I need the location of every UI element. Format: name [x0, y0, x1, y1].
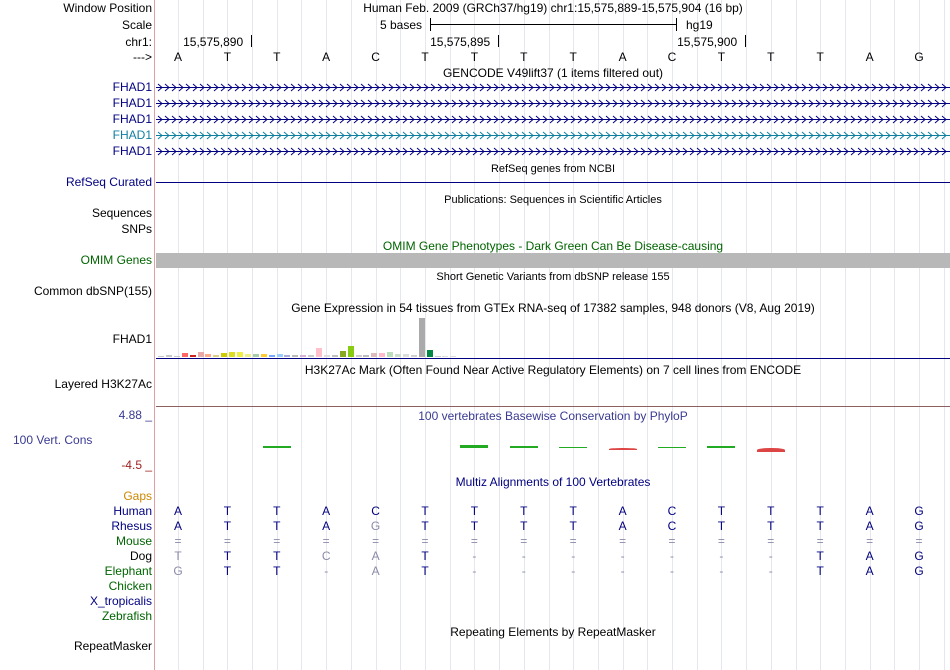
gtex-bar[interactable] — [277, 354, 283, 357]
species-label-x-tropicalis: X_tropicalis — [89, 594, 152, 608]
alignment-base: = — [569, 534, 577, 548]
alignment-base: G — [914, 519, 924, 533]
gtex-gene-label[interactable]: FHAD1 — [112, 332, 152, 346]
gtex-bar[interactable] — [166, 355, 172, 357]
gaps-label: Gaps — [123, 489, 152, 503]
conservation-mark — [559, 447, 587, 448]
gtex-bar[interactable] — [269, 355, 275, 357]
alignment-base: T — [767, 519, 775, 533]
gencode-track-title: GENCODE V49lift37 (1 items filtered out) — [442, 66, 664, 80]
omim-gene-bar[interactable] — [156, 253, 950, 268]
gtex-bar[interactable] — [158, 356, 164, 357]
refseq-gene-line[interactable] — [156, 182, 950, 183]
gtex-track-title: Gene Expression in 54 tissues from GTEx RNA-seq of 17382 samples, 948 donors (V8, Aug 2019) — [291, 301, 815, 315]
sequence-base: G — [914, 50, 924, 64]
sequence-base: A — [322, 50, 331, 64]
alignment-base: T — [569, 519, 577, 533]
sequence-base: T — [223, 50, 232, 64]
alignment-base: - — [571, 564, 576, 578]
gtex-bar[interactable] — [411, 355, 417, 357]
gtex-bar[interactable] — [403, 354, 409, 357]
ruler-tick-label: 15,575,890 — [183, 35, 244, 49]
scale-label: Scale — [121, 18, 152, 32]
alignment-base: T — [470, 519, 479, 533]
gtex-bar[interactable] — [316, 348, 322, 357]
conservation-mark — [757, 448, 785, 452]
alignment-base: - — [620, 549, 625, 563]
gtex-bar[interactable] — [198, 352, 204, 357]
alignment-base: T — [421, 504, 429, 518]
alignment-base: = — [322, 534, 330, 548]
alignment-base: T — [421, 519, 429, 533]
alignment-base: = — [816, 534, 824, 548]
conservation-track-label[interactable]: 100 Vert. Cons — [13, 433, 93, 447]
alignment-base: A — [173, 519, 182, 533]
alignment-base: = — [223, 534, 231, 548]
omim-track-title: OMIM Gene Phenotypes - Dark Green Can Be Disease-causing — [382, 239, 724, 253]
track-data-area[interactable] — [156, 0, 950, 670]
gtex-bar[interactable] — [363, 355, 369, 357]
strand-arrow-label: ---> — [133, 50, 152, 64]
alignment-base: T — [273, 504, 281, 518]
sequence-base: T — [717, 50, 726, 64]
gtex-bar[interactable] — [356, 355, 362, 357]
gtex-bar[interactable] — [427, 350, 433, 357]
gencode-gene-line[interactable] — [156, 99, 950, 108]
gtex-bar[interactable] — [182, 353, 188, 357]
alignment-base: T — [223, 519, 232, 533]
species-label-rhesus: Rhesus — [111, 519, 152, 533]
alignment-base: A — [322, 519, 331, 533]
species-label-dog: Dog — [129, 549, 152, 563]
common-dbsnp-label[interactable]: Common dbSNP(155) — [33, 284, 152, 298]
alignment-base: T — [223, 549, 232, 563]
alignment-base: T — [816, 504, 824, 518]
alignment-base: T — [273, 564, 281, 578]
conservation-track-title: 100 vertebrates Basewise Conservation by PhyloP — [418, 409, 688, 423]
gtex-bar[interactable] — [442, 356, 448, 357]
alignment-base: T — [520, 519, 528, 533]
gtex-baseline — [156, 358, 950, 359]
gtex-bar[interactable] — [284, 355, 290, 357]
gtex-bar[interactable] — [324, 355, 330, 357]
sequence-base: C — [667, 50, 677, 64]
h3k27ac-track-title: H3K27Ac Mark (Often Found Near Active Regulatory Elements) on 7 cell lines from ENCODE — [304, 363, 802, 377]
alignment-base: A — [322, 504, 331, 518]
gencode-gene-line[interactable] — [156, 147, 950, 156]
alignment-base: - — [620, 564, 625, 578]
gtex-bar[interactable] — [308, 355, 314, 357]
gtex-bar[interactable] — [348, 346, 354, 357]
conservation-mark — [658, 447, 686, 448]
alignment-base: A — [865, 504, 874, 518]
alignment-base: A — [865, 519, 874, 533]
alignment-base: - — [719, 564, 724, 578]
alignment-base: T — [717, 504, 726, 518]
omim-genes-label[interactable]: OMIM Genes — [80, 253, 152, 267]
sequence-base: C — [371, 50, 380, 64]
gtex-bar[interactable] — [340, 351, 346, 357]
multiz-track-title: Multiz Alignments of 100 Vertebrates — [455, 475, 651, 489]
sequence-base: T — [569, 50, 577, 64]
alignment-base: T — [223, 504, 232, 518]
gtex-bar[interactable] — [379, 353, 385, 357]
gtex-bar[interactable] — [174, 356, 180, 357]
alignment-base: T — [816, 549, 824, 563]
ruler-tick-label: 15,575,900 — [677, 35, 738, 49]
gtex-bar[interactable] — [245, 354, 251, 357]
alignment-base: T — [767, 504, 775, 518]
species-label-zebrafish: Zebrafish — [101, 609, 152, 623]
alignment-base: T — [816, 564, 824, 578]
alignment-base: - — [768, 549, 773, 563]
alignment-base: = — [717, 534, 725, 548]
conservation-mark — [263, 446, 291, 448]
alignment-base: = — [520, 534, 528, 548]
gtex-bar[interactable] — [387, 352, 393, 357]
gtex-bar[interactable] — [213, 355, 219, 357]
alignment-base: - — [521, 549, 526, 563]
alignment-base: - — [472, 564, 477, 578]
ruler-tick-mark — [498, 35, 499, 47]
sequence-base: T — [470, 50, 479, 64]
alignment-base: - — [768, 564, 773, 578]
gencode-gene-line[interactable] — [156, 83, 950, 92]
alignment-base: - — [670, 549, 674, 563]
alignment-base: T — [174, 549, 182, 563]
layered-h3k27ac-label[interactable]: Layered H3K27Ac — [54, 377, 152, 391]
gtex-bar[interactable] — [190, 355, 196, 357]
gencode-track-label-3[interactable]: FHAD1 — [112, 112, 152, 126]
alignment-base: T — [520, 504, 528, 518]
alignment-base: T — [421, 564, 429, 578]
sequence-base: T — [273, 50, 281, 64]
conservation-mark — [609, 448, 637, 450]
alignment-base: T — [273, 549, 281, 563]
scale-bar-left-cap — [430, 18, 431, 31]
ruler-tick-mark — [745, 35, 746, 47]
alignment-base: G — [914, 564, 924, 578]
alignment-base: G — [914, 504, 924, 518]
conservation-mark — [707, 446, 735, 448]
alignment-base: T — [569, 504, 577, 518]
refseq-track-title: RefSeq genes from NCBI — [490, 163, 616, 175]
gtex-bar[interactable] — [435, 356, 441, 357]
conservation-min-label: -4.5 _ — [121, 458, 152, 472]
scale-bar-right-cap — [676, 18, 677, 31]
scale-text: 5 bases — [380, 18, 423, 32]
alignment-base: A — [371, 549, 380, 563]
alignment-base: = — [421, 534, 429, 548]
species-label-mouse: Mouse — [115, 534, 152, 548]
gtex-bar[interactable] — [253, 354, 259, 357]
alignment-base: G — [370, 519, 381, 533]
dbsnp-track-title: Short Genetic Variants from dbSNP release 155 — [436, 271, 670, 283]
sequence-base: T — [767, 50, 775, 64]
gtex-bar[interactable] — [237, 352, 243, 357]
alignment-base: = — [174, 534, 182, 548]
conservation-mark — [510, 446, 538, 448]
alignment-base: - — [521, 564, 526, 578]
alignment-base: = — [915, 534, 923, 548]
gencode-gene-line[interactable] — [156, 115, 950, 124]
window-position-label: Window Position — [63, 1, 152, 15]
conservation-mark — [460, 445, 488, 448]
refseq-curated-label[interactable]: RefSeq Curated — [65, 175, 152, 189]
gencode-track-label-2[interactable]: FHAD1 — [112, 96, 152, 110]
ruler-tick-label: 15,575,895 — [430, 35, 491, 49]
alignment-base: T — [717, 519, 726, 533]
h3k27ac-baseline — [156, 406, 950, 407]
alignment-base: G — [914, 549, 924, 563]
alignment-base: = — [866, 534, 874, 548]
gencode-gene-line[interactable] — [156, 131, 950, 140]
species-label-human: Human — [113, 504, 152, 518]
repeatmasker-label[interactable]: RepeatMasker — [73, 639, 152, 653]
gtex-bar[interactable] — [332, 355, 338, 357]
gtex-bar[interactable] — [221, 353, 227, 357]
sequence-base: T — [421, 50, 429, 64]
alignment-base: A — [618, 519, 627, 533]
position-title: Human Feb. 2009 (GRCh37/hg19) chr1:15,575,889-15,575,904 (16 bp) — [363, 1, 743, 15]
sequence-base: A — [618, 50, 627, 64]
alignment-base: A — [371, 564, 380, 578]
alignment-base: C — [371, 504, 380, 518]
species-label-elephant: Elephant — [104, 564, 152, 578]
alignment-base: T — [816, 519, 824, 533]
species-label-chicken: Chicken — [108, 579, 152, 593]
ruler-tick-mark — [251, 35, 252, 47]
alignment-base: C — [667, 504, 677, 518]
gtex-bar[interactable] — [371, 353, 377, 357]
alignment-base: T — [470, 504, 479, 518]
alignment-base: = — [767, 534, 775, 548]
alignment-base: = — [273, 534, 281, 548]
alignment-base: = — [619, 534, 627, 548]
gtex-bar[interactable] — [292, 355, 298, 357]
alignment-base: - — [324, 564, 329, 578]
gtex-bar[interactable] — [205, 354, 211, 357]
scale-bar — [430, 24, 676, 25]
alignment-base: G — [173, 564, 183, 578]
sequence-base: A — [865, 50, 874, 64]
conservation-max-label: 4.88 _ — [118, 408, 152, 422]
snps-label[interactable]: SNPs — [121, 222, 152, 236]
sequence-base: T — [816, 50, 824, 64]
label-column-separator — [154, 0, 155, 670]
publications-track-title: Publications: Sequences in Scientific Articles — [444, 194, 662, 206]
gencode-track-label-4[interactable]: FHAD1 — [112, 128, 152, 142]
alignment-base: A — [865, 564, 874, 578]
alignment-base: - — [670, 564, 674, 578]
gtex-bar[interactable] — [450, 356, 456, 357]
sequence-base: A — [173, 50, 182, 64]
chrom-label: chr1: — [125, 35, 152, 49]
alignment-base: A — [618, 504, 627, 518]
gtex-bar[interactable] — [300, 355, 306, 357]
alignment-base: A — [865, 549, 874, 563]
alignment-base: A — [173, 504, 182, 518]
alignment-base: - — [571, 549, 576, 563]
assembly-label: hg19 — [686, 18, 713, 32]
gencode-track-label-5[interactable]: FHAD1 — [112, 144, 152, 158]
alignment-base: C — [667, 519, 677, 533]
gtex-bar[interactable] — [261, 354, 267, 357]
alignment-base: T — [273, 519, 281, 533]
alignment-base: = — [372, 534, 380, 548]
alignment-base: - — [719, 549, 724, 563]
alignment-base: = — [668, 534, 676, 548]
sequence-base: T — [520, 50, 528, 64]
sequences-label[interactable]: Sequences — [91, 206, 152, 220]
alignment-base: T — [421, 549, 429, 563]
alignment-base: C — [321, 549, 331, 563]
alignment-base: T — [223, 564, 232, 578]
gtex-bar[interactable] — [229, 352, 235, 357]
gencode-track-label-1[interactable]: FHAD1 — [112, 80, 152, 94]
gtex-bar[interactable] — [419, 318, 425, 357]
alignment-base: - — [472, 549, 477, 563]
gtex-bar[interactable] — [395, 354, 401, 357]
repeatmasker-track-title: Repeating Elements by RepeatMasker — [450, 625, 656, 639]
alignment-base: = — [470, 534, 478, 548]
